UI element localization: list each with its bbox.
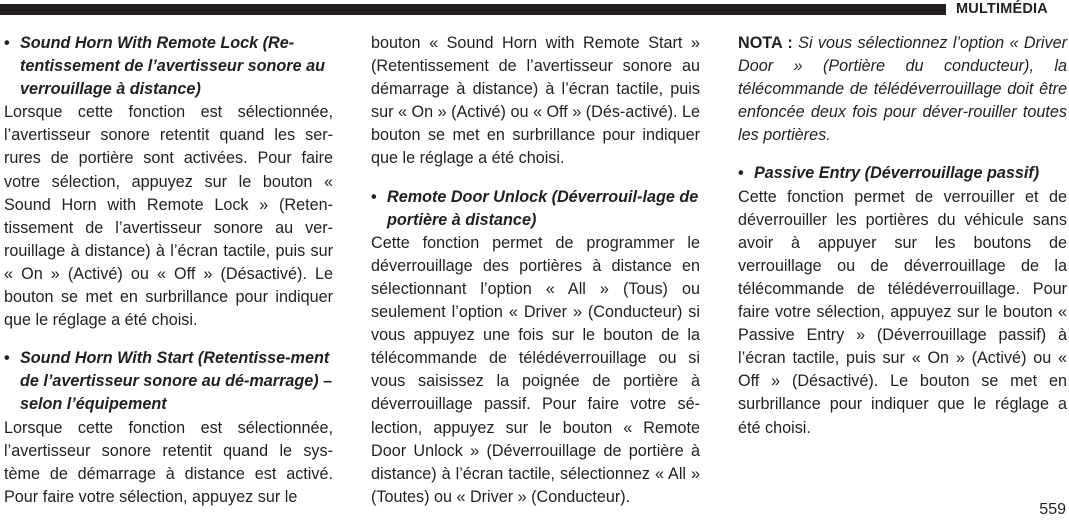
paragraph: Cette fonction permet de programmer le déverrouillage des portières à distance en sélectionnant l’option « All » (Tous) ou seulement l’option « Driver » (Conducteur) si vous appuyez une fois sur le bouton de la télécommande de télédéverrouillage ou si vous saisissez la poignée de portière à déverrouillage passif. Pour faire votre sé-lection, appuyez sur le bouton « Remote Door Unlock » (Déverrouillage de portière à distance) à l’écran tactile, sélectionnez « All » (Toutes) ou « Driver » (Conducteur). [371,233,700,506]
note-label: NOTA : [738,34,793,52]
section-title: MULTIMÉDIA [956,1,1048,17]
section-heading [4,347,333,416]
section-heading [738,162,1067,185]
header-bar [0,4,946,15]
bullet-icon: • [4,349,10,368]
bullet-icon: • [4,34,10,52]
heading-text: Passive Entry (Déverrouillage passif) [754,164,1040,183]
bullet-icon: • [371,187,377,206]
paragraph: Lorsque cette fonction est sélectionnée, l’avertisseur sonore retentit quand le sys-tème de démarrage à distance est activé. Pour faire votre sélection, appuyez sur le [4,418,333,506]
column-1 [4,32,333,524]
note-paragraph [738,32,1067,147]
bullet-icon: • [738,164,744,183]
heading-text: Remote Door Unlock (Déverrouil-lage de portière à distance) [387,187,699,229]
heading-text: Sound Horn With Remote Lock (Re-tentissement de l’avertisseur sonore au verrouillage à distance) [20,34,325,99]
page-number: 559 [1039,501,1066,518]
column-2 [371,32,700,524]
heading-text: Sound Horn With Start (Retentisse-ment de l’avertisseur sonore au dé-marrage) – selon l’équipement [20,349,333,414]
paragraph: Lorsque cette fonction est sélectionnée, l’avertisseur sonore retentit quand les ser-rures de portière sont activées. Pour faire votre sélection, appuyez sur le bouton « Sound Horn with Remote Lock » (Reten-tissement de l’avertisseur sonore au ver-rouillage à distance) à l’écran tactile, puis sur « On » (Activé) ou « Off » (Désactivé). Le bouton se met en surbrillance pour indiquer que le réglage a été choisi. [4,103,333,330]
paragraph: Cette fonction permet de verrouiller et de déverrouiller les portières du véhicule sans avoir à appuyer sur les boutons de verrouillage ou de déverrouillage de la télécommande de télédéverrouillage. Pour faire votre sélection, appuyez sur le bouton « Passive Entry » (Déverrouillage passif) à l’écran tactile, puis sur « On » (Activé) ou « Off » (Désactivé). Le bouton se met en surbrillance pour indiquer que le réglage a été choisi. [738,187,1067,437]
section-heading [371,186,700,232]
section-heading [4,32,333,101]
note-text: Si vous sélectionnez l’option « Driver Door » (Portière du conducteur), la télécommande de télédéverrouillage doit être enfoncée deux fois pour déver-rouiller toutes les portières. [738,34,1067,145]
paragraph: bouton « Sound Horn with Remote Start » (Retentissement de l’avertisseur sonore au démarrage à distance) à l’écran tactile, puis sur « On » (Activé) ou « Off » (Dés-activé). Le bouton se met en surbrillance pour indiquer que le réglage a été choisi. [371,34,700,168]
column-3 [738,32,1067,455]
